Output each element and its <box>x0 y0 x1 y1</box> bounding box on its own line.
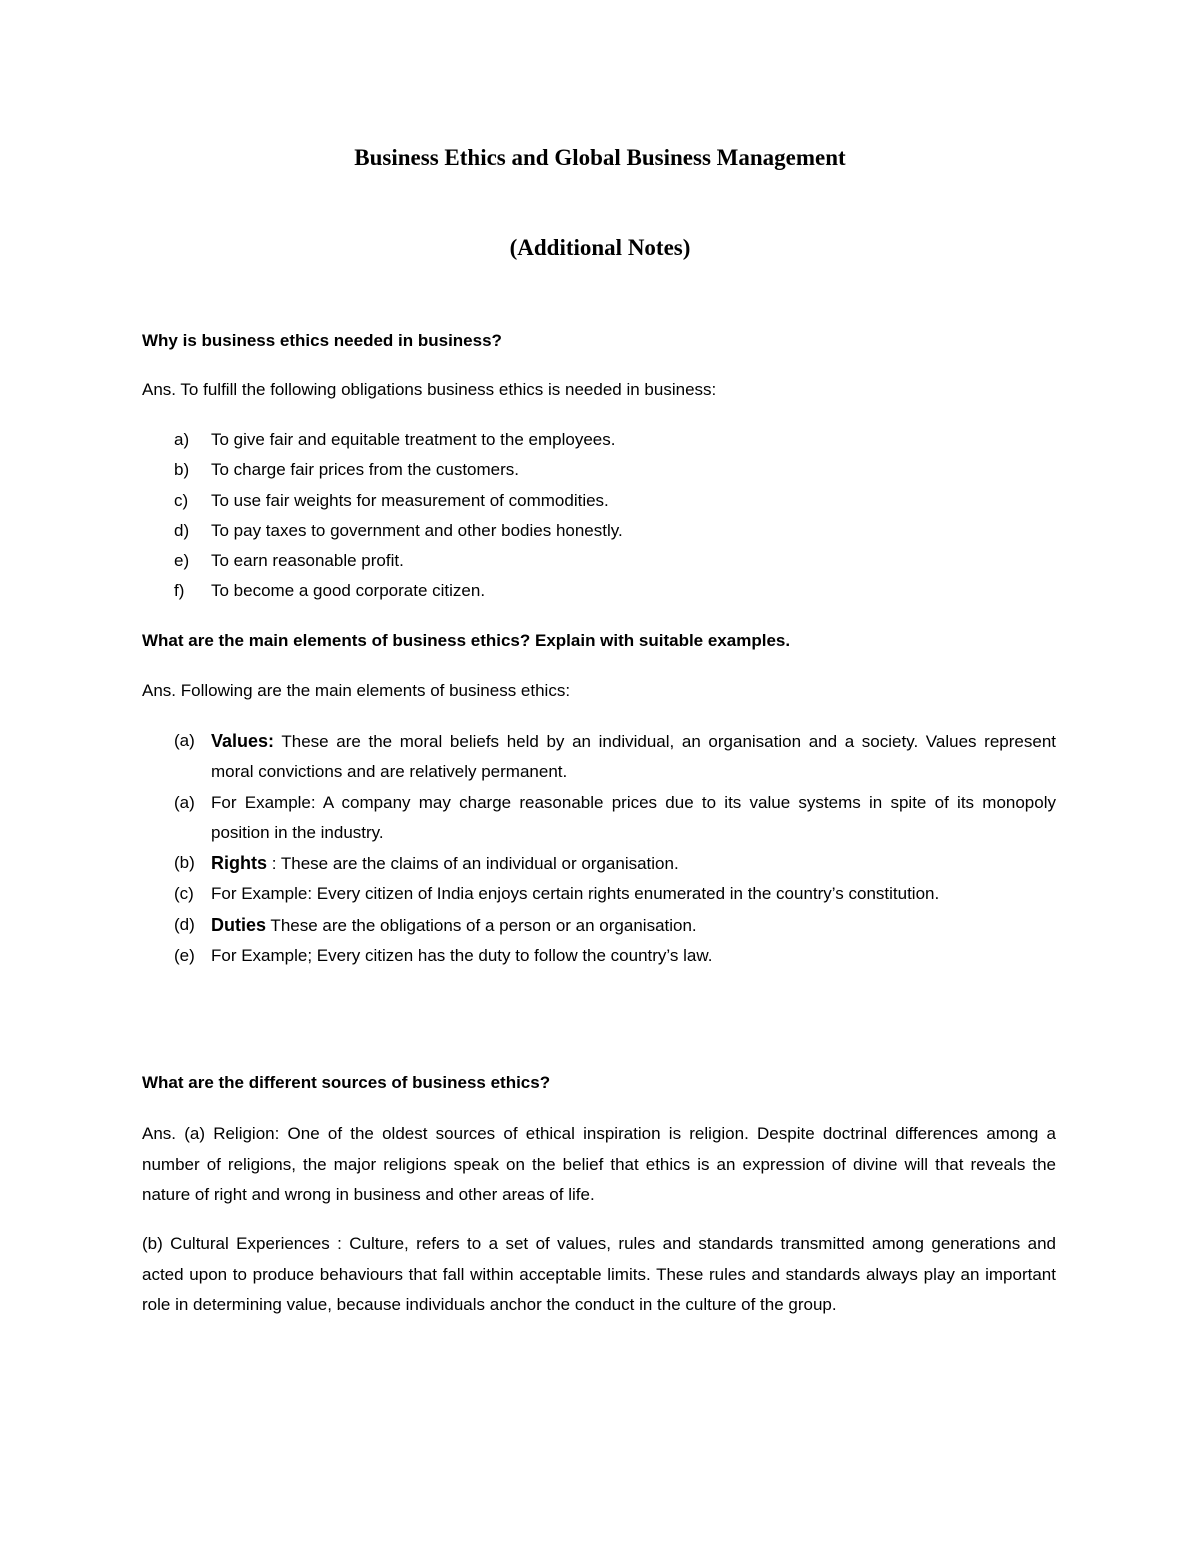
list-item <box>0 879 1200 909</box>
term-description: These are the obligations of a person or an organisation. <box>266 915 697 935</box>
list-marker: (a) <box>174 731 195 750</box>
term-description: These are the moral beliefs held by an individual, an organisation and a society. Values represent moral convictions and are relatively permanent. <box>211 732 1056 782</box>
list-item <box>0 910 1200 941</box>
list-marker: c) <box>174 490 189 510</box>
question-2-heading: What are the main elements of business ethics? Explain with suitable examples. <box>142 631 791 650</box>
list-marker: e) <box>174 551 190 571</box>
question-2-list <box>0 726 1200 971</box>
question-1-list <box>0 425 1200 607</box>
list-marker: (d) <box>174 914 195 934</box>
list-item <box>0 486 1200 516</box>
document-title: Business Ethics and Global Business Management <box>354 145 846 170</box>
list-item <box>0 941 1200 971</box>
list-item-text: To use fair weights for measurement of commodities. <box>211 490 609 510</box>
list-item-text <box>211 726 1056 788</box>
question-3-paragraph-religion: Ans. (a) Religion: One of the oldest sources of ethical inspiration is religion. Despite doctrinal differences among a number of religions, the major religions speak on the belief that ethics is an expression of divine will that reveals the nature of right and wrong in business and other areas of life. <box>142 1124 1056 1204</box>
term-values: Values: <box>211 731 275 751</box>
list-marker: d) <box>174 520 190 540</box>
list-item-text: To earn reasonable profit. <box>211 551 404 571</box>
question-3-heading: What are the different sources of business ethics? <box>142 1073 551 1092</box>
list-item-text: For Example: A company may charge reasonable prices due to its value systems in spite of its monopoly position in the industry. <box>211 792 1056 842</box>
question-2-answer-intro: Ans. Following are the main elements of business ethics: <box>142 681 571 700</box>
list-item-text: To give fair and equitable treatment to the employees. <box>211 430 616 449</box>
list-item-text <box>211 848 1056 879</box>
list-item-text: To charge fair prices from the customers. <box>211 460 520 480</box>
question-1-heading: Why is business ethics needed in business? <box>142 331 502 350</box>
list-marker: a) <box>174 430 190 449</box>
term-rights: Rights <box>211 853 267 874</box>
list-marker: b) <box>174 460 190 480</box>
list-item <box>0 576 1200 606</box>
list-item <box>0 546 1200 576</box>
list-marker: (a) <box>174 792 195 812</box>
list-marker: (e) <box>174 946 195 966</box>
list-marker: f) <box>174 581 185 601</box>
list-item <box>0 788 1200 849</box>
list-item <box>0 425 1200 455</box>
list-item-text: To become a good corporate citizen. <box>211 581 486 601</box>
list-marker: (c) <box>174 884 194 904</box>
list-item <box>0 516 1200 546</box>
list-item <box>0 455 1200 485</box>
list-item-text: For Example; Every citizen has the duty to follow the country’s law. <box>211 946 713 966</box>
list-marker: (b) <box>174 853 195 873</box>
list-item-text: To pay taxes to government and other bodies honestly. <box>211 520 623 540</box>
list-item-text <box>211 910 1056 941</box>
term-description: : These are the claims of an individual or organisation. <box>267 854 679 874</box>
document-subtitle: (Additional Notes) <box>509 235 691 260</box>
list-item-text: For Example: Every citizen of India enjoys certain rights enumerated in the country’s constitution. <box>211 884 940 904</box>
list-item <box>0 726 1200 788</box>
question-1-answer-intro: Ans. To fulfill the following obligations business ethics is needed in business: <box>142 380 717 399</box>
term-duties: Duties <box>211 914 267 935</box>
question-3-paragraph-culture: (b) Cultural Experiences : Culture, refers to a set of values, rules and standards transmitted among generations and acted upon to produce behaviours that fall within acceptable limits. These rules and standards always play an important role in determining value, because individuals anchor the conduct in the culture of the group. <box>142 1234 1056 1314</box>
list-item <box>0 848 1200 879</box>
